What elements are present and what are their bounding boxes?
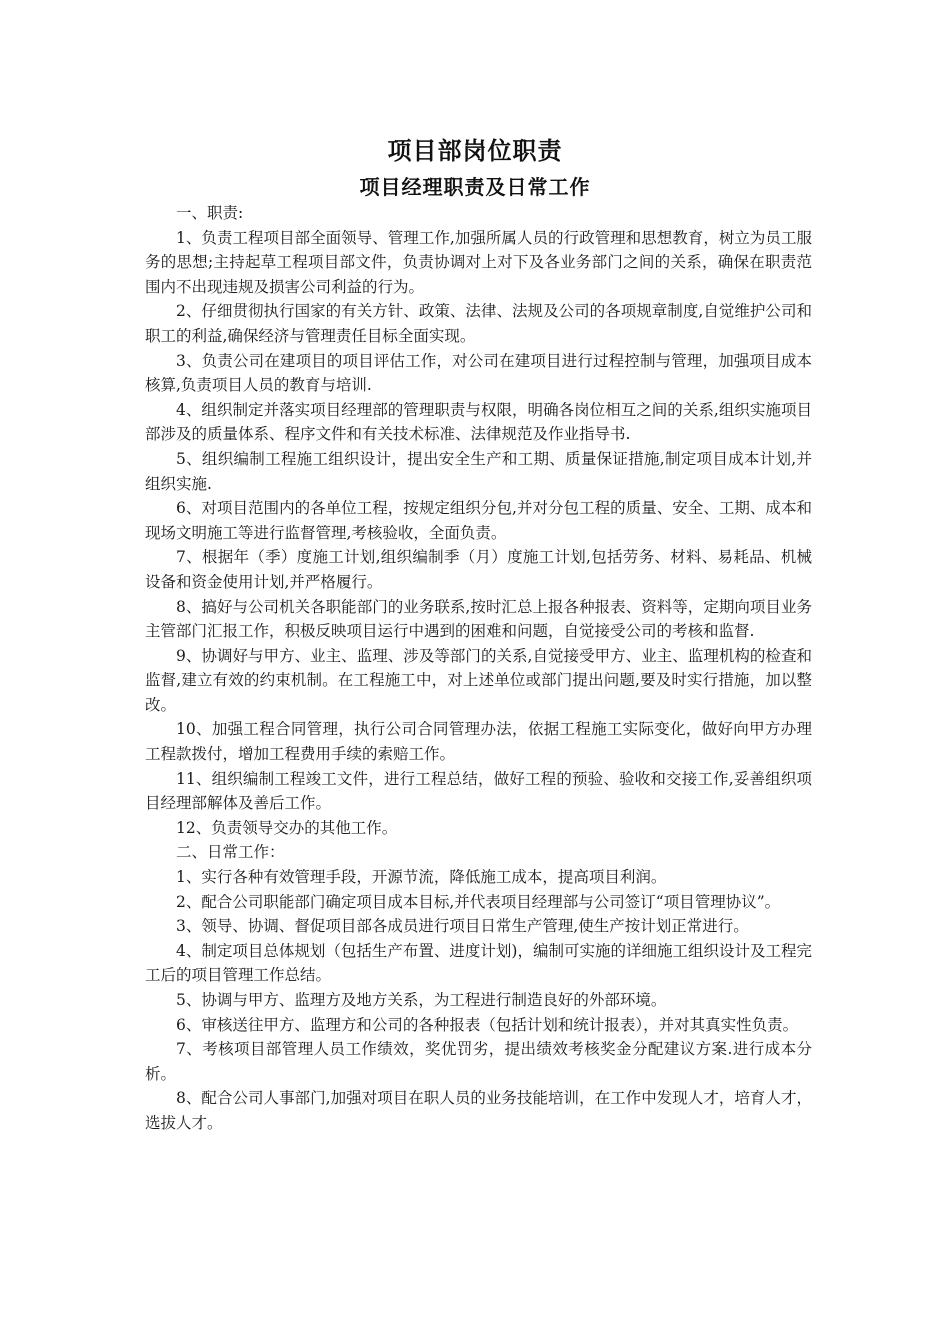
document-title: 项目部岗位职责 [387, 137, 563, 165]
daily-work-item-3: 3、领导、协调、督促项目部各成员进行项目日常生产管理,使生产按计划正常进行。 [176, 917, 749, 936]
daily-work-item-1: 1、实行各种有效管理手段，开源节流，降低施工成本，提高项目利润。 [176, 868, 667, 887]
duty-item-4: 4、组织制定并落实项目经理部的管理职责与权限，明确各岗位相互之间的关系,组织实施项目部涉及的质量体系、程序文件和有关技术标准、法律规范及作业指导书. [145, 400, 812, 444]
daily-work-item-5: 5、协调与甲方、监理方及地方关系，为工程进行制造良好的外部环境。 [176, 991, 667, 1009]
daily-work-item-4: 4、制定项目总体规划（包括生产布置、进度计划)，编制可实施的详细施工组织设计及工程完工后的项目管理工作总结。 [145, 941, 812, 985]
document-body [145, 201, 812, 1136]
duty-item-10: 10、加强工程合同管理，执行公司合同管理办法，依据工程施工实际变化，做好向甲方办理工程款拨付，增加工程费用手续的索赔工作。 [145, 720, 812, 764]
daily-work-item-7: 7、考核项目部管理人员工作绩效，奖优罚劣，提出绩效考核奖金分配建议方案.进行成本分析。 [145, 1040, 812, 1083]
daily-work-item-8: 8、配合公司人事部门,加强对项目在职人员的业务技能培训，在工作中发现人才，培育人才，选拔人才。 [145, 1089, 812, 1132]
section-heading-duties: 一、职责: [176, 204, 244, 222]
duty-item-12: 12、负责领导交办的其他工作。 [176, 818, 398, 837]
duty-item-6: 6、对项目范围内的各单位工程，按规定组织分包,并对分包工程的质量、安全、工期、成本和现场文明施工等进行监督管理,考核验收，全面负责。 [145, 499, 812, 542]
duty-item-1: 1、负责工程项目部全面领导、管理工作,加强所属人员的行政管理和思想教育，树立为员工服务的思想;主持起草工程项目部文件，负责协调对上对下及各业务部门之间的关系，确保在职责范围内不出现违规及损害公司利益的行为。 [145, 228, 812, 296]
document-subtitle: 项目经理职责及日常工作 [359, 175, 591, 199]
duty-item-7: 7、根据年（季）度施工计划,组织编制季（月）度施工计划,包括劳务、材料、易耗品、机械设备和资金使用计划,并严格履行。 [145, 548, 812, 591]
duty-item-3: 3、负责公司在建项目的项目评估工作，对公司在建项目进行过程控制与管理，加强项目成本核算,负责项目人员的教育与培训. [145, 351, 812, 395]
duty-item-9: 9、协调好与甲方、业主、监理、涉及等部门的关系,自觉接受甲方、业主、监理机构的检查和监督,建立有效的约束机制。在工程施工中，对上述单位或部门提出问题,要及时实行措施，加以整改。 [145, 646, 812, 714]
duty-item-11: 11、组织编制工程竣工文件，进行工程总结，做好工程的预验、验收和交接工作,妥善组织项目经理部解体及善后工作。 [145, 769, 812, 813]
duty-item-2: 2、仔细贯彻执行国家的有关方针、政策、法律、法规及公司的各项规章制度,自觉维护公司和职工的利益,确保经济与管理责任目标全面实现。 [145, 302, 812, 345]
duty-item-8: 8、搞好与公司机关各职能部门的业务联系,按时汇总上报各种报表、资料等，定期向项目业务主管部门汇报工作，积极反映项目运行中遇到的困难和问题，自觉接受公司的考核和监督. [145, 597, 812, 641]
section-heading-daily-work: 二、日常工作： [176, 843, 285, 862]
daily-work-item-6: 6、审核送往甲方、监理方和公司的各种报表（包括计划和统计报表），并对其真实性负责。 [176, 1015, 799, 1034]
duty-item-5: 5、组织编制工程施工组织设计，提出安全生产和工期、质量保证措施,制定项目成本计划,并组织实施. [145, 449, 812, 493]
daily-work-item-2: 2、配合公司职能部门确定项目成本目标,并代表项目经理部与公司签订“项目管理协议”。 [176, 892, 781, 911]
